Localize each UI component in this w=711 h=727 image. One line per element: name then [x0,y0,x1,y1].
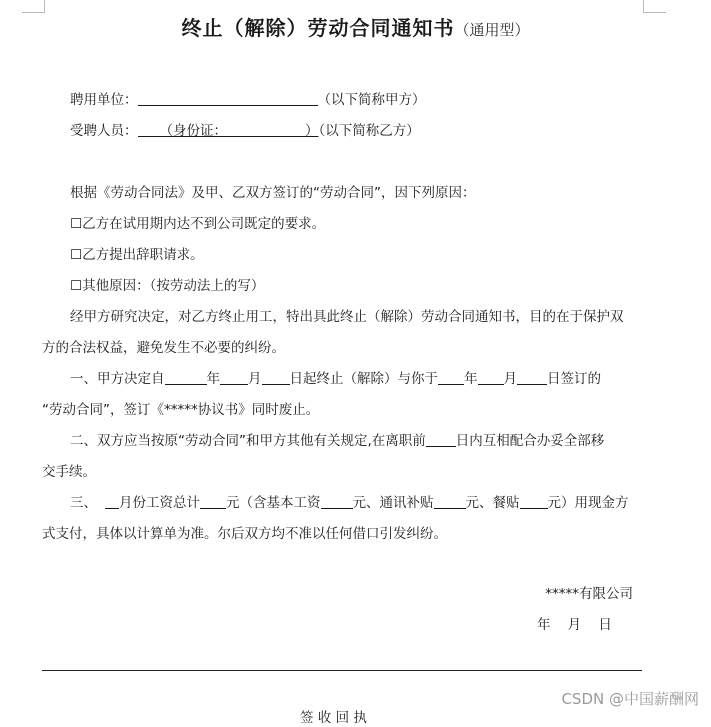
employer-label: 聘用单位： [70,92,138,108]
id-label: （身份证： [159,123,227,139]
crop-mark-top-right [643,0,666,13]
clause-1-text-a: 一、甲方决定自 [70,371,165,387]
employee-label: 受聘人员： [70,123,138,139]
title-sub: （通用型） [454,21,530,39]
reason-item-probation[interactable]: ☐乙方在试用期内达不到公司既定的要求。 [70,216,326,232]
clause-3-text-b: 月份工资总计 [119,495,200,511]
reason-item-resignation[interactable]: ☐乙方提出辞职请求。 [70,247,204,263]
clause-3-base-blank[interactable] [321,494,353,509]
clause-1-text-c: 日签订的 [547,371,601,387]
decision-line-2: 方的合法权益，避免发生不必要的纠纷。 [42,340,285,356]
clause-1-year-blank[interactable] [165,370,207,385]
clause-3-text-c: 元（含基本工资 [226,495,321,511]
section-divider [42,670,642,671]
clause-2-line-1 [70,432,604,450]
document-title [0,16,711,40]
clause-3-text-f: 元）用现金方 [547,495,629,511]
clause-3-text-d: 元、通讯补贴 [352,495,434,511]
clause-1-line-1 [70,370,601,388]
employer-blank[interactable] [138,91,318,106]
employee-line [70,122,420,140]
clause-2-days-blank[interactable] [426,432,456,447]
id-number-blank[interactable] [227,122,305,137]
employer-suffix: （以下简称甲方） [317,92,426,108]
clause-1-day-blank[interactable] [262,370,290,385]
clause-3-text-a: 三、 [70,495,97,511]
employee-suffix: （以下简称乙方） [318,123,420,139]
clause-3-text-e: 元、餐贴 [465,495,520,511]
id-close: ） [305,123,319,139]
clause-1-year2-label: 年 [464,371,478,387]
clause-3-total-blank[interactable] [200,494,226,509]
clause-1-month2-label: 月 [503,371,517,387]
clause-1-text-b: 日起终止（解除）与你于 [289,371,438,387]
clause-1-day2-blank[interactable] [517,370,547,385]
clause-1-line-2: “劳动合同”，签订《*****协议书》同时废止。 [42,402,320,418]
csdn-watermark: CSDN @中国薪酬网 [561,690,699,708]
clause-1-year2-blank[interactable] [438,370,464,385]
clause-1-month-label: 月 [248,371,262,387]
clause-3-comm-blank[interactable] [434,494,466,509]
clause-2-line-2: 交手续。 [42,464,96,480]
signature-company: *****有限公司 [545,586,633,602]
signature-date: 年 月 日 [537,617,612,633]
clause-3-meal-blank[interactable] [520,494,548,509]
clause-1-year-label: 年 [206,371,220,387]
reason-item-other[interactable]: ☐其他原因：（按劳动法上的写） [70,278,265,294]
clause-1-month-blank[interactable] [220,370,248,385]
title-main: 终止（解除）劳动合同通知书 [181,16,455,40]
decision-line-1: 经甲方研究决定，对乙方终止用工，特出具此终止（解除）劳动合同通知书，目的在于保护双 [70,309,624,325]
employee-name-blank[interactable] [138,122,160,137]
clause-3-line-1 [70,494,629,512]
clause-3-line-2: 式支付，具体以计算单为准。尔后双方均不准以任何借口引发纠纷。 [42,526,447,542]
crop-mark-top-left [22,0,45,13]
reasons-intro: 根据《劳动合同法》及甲、乙双方签订的“劳动合同”，因下列原因： [70,185,476,201]
clause-3-month-blank[interactable] [105,494,119,509]
clause-1-month2-blank[interactable] [478,370,504,385]
receipt-heading-partial: 签 收 回 执 [300,710,367,726]
clause-2-text-b: 日内互相配合办妥全部移 [455,433,605,449]
employer-line [70,91,426,109]
clause-2-text-a: 二、双方应当按原“劳动合同”和甲方其他有关规定,在离职前 [70,433,426,449]
